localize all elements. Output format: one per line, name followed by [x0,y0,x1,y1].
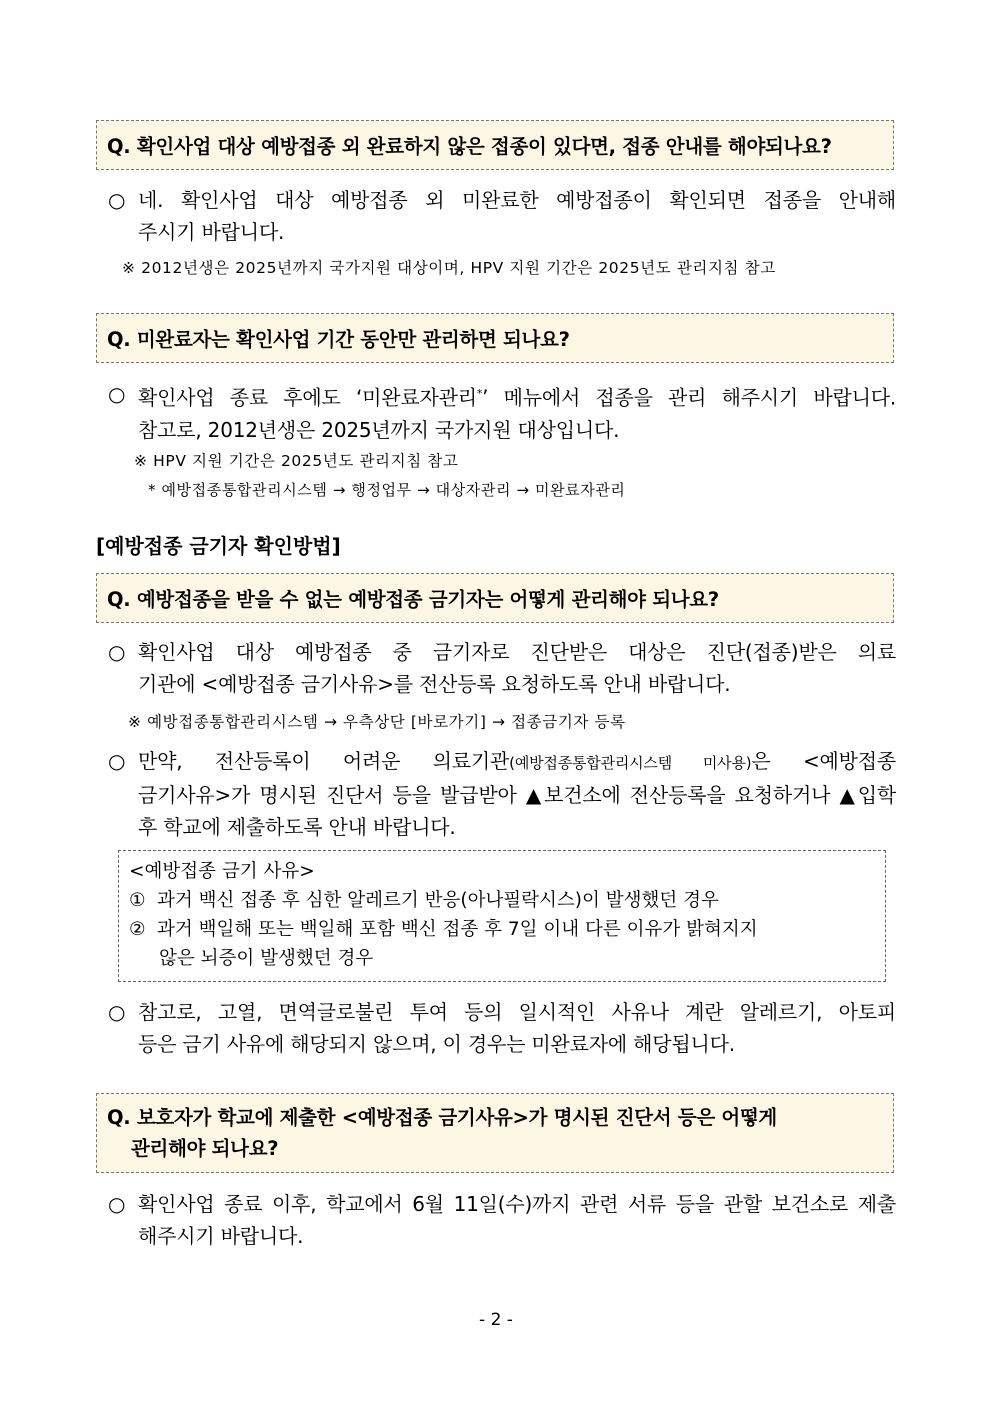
reason-text: 과거 백신 접종 후 심한 알레르기 반응(아나필락시스)이 발생했던 경우 [157,890,719,911]
answer-line: 해주시기 바랍니다. [138,1224,304,1248]
circled-number: ① [129,890,146,911]
reason-text: 과거 백일해 또는 백일해 포함 백신 접종 후 7일 이내 다른 이유가 밝혀지지 [157,919,758,940]
reference-note: ※ 2012년생은 2025년까지 국가지원 대상이며, HPV 지원 기간은 2025년도 관리지침 참고 [122,259,776,277]
answer-line: 금기사유>가 명시된 진단서 등을 발급받아 ▲보건소에 전산등록을 요청하거나 ▲입학 [138,783,896,807]
page-number: - 2 - [479,1310,513,1330]
reasons-title: <예방접종 금기 사유> [129,861,315,882]
bullet-circle: ○ [108,1192,126,1216]
answer-text: ’ 메뉴에서 접종을 관리 해주시기 바랍니다. [482,385,896,410]
reference-note: ※ 예방접종통합관리시스템 → 우측상단 [바로가기] → 접종금기자 등록 [128,713,626,731]
question-text: Q. 예방접종을 받을 수 없는 예방접종 금기자는 어떻게 관리해야 되나요? [107,588,719,611]
bullet-circle: ○ [108,1000,126,1024]
answer-line: 후 학교에 제출하도록 안내 바랍니다. [138,815,456,839]
question-box-3 [96,573,894,623]
circled-number: ② [129,919,146,940]
section-title: [예방접종 금기자 확인방법] [96,534,341,558]
answer-paragraph-3a [108,636,896,700]
answer-line: 참고로, 2012년생은 2025년까지 국가지원 대상입니다. [138,417,620,442]
footnote-mark: * [476,387,483,400]
answer-line: 확인사업 대상 예방접종 중 금기자로 진단받은 대상은 진단(접종)받은 의료 [138,640,896,664]
reason-item-1 [129,886,875,915]
answer-line: 참고로, 고열, 면역글로불린 투여 등의 일시적인 사유나 계란 알레르기, 아토피 [138,1000,896,1024]
bullet-circle: ○ [108,640,126,664]
answer-line: 네. 확인사업 대상 예방접종 외 미완료한 예방접종이 확인되면 접종을 안내해 [138,188,896,212]
question-text: 관리해야 되나요? [131,1137,279,1160]
answer-paragraph-4 [108,1188,896,1252]
question-text: Q. 보호자가 학교에 제출한 <예방접종 금기사유>가 명시된 진단서 등은 어떻게 [107,1106,777,1129]
answer-line: 확인사업 종료 이후, 학교에서 6월 11일(수)까지 관련 서류 등을 관할 보건소로 제출 [138,1192,896,1216]
answer-paragraph-2 [108,378,896,446]
question-text: Q. 확인사업 대상 예방접종 외 완료하지 않은 접종이 있다면, 접종 안내를 해야되나요? [107,135,832,158]
answer-paragraph-3c [108,996,896,1060]
contraindication-reasons-box [118,850,886,982]
answer-line: 등은 금기 사유에 해당되지 않으며, 이 경우는 미완료자에 해당됩니다. [138,1032,735,1056]
answer-line: 기관에 <예방접종 금기사유>를 전산등록 요청하도록 안내 바랍니다. [138,672,731,696]
answer-line [138,745,896,779]
answer-paragraph-1 [108,184,896,248]
question-box-2 [96,313,894,363]
bullet-circle: ○ [108,382,126,406]
reason-item-2 [129,915,875,944]
reference-note: ※ HPV 지원 기간은 2025년도 관리지침 참고 [134,452,459,470]
answer-line: 주시기 바랍니다. [138,220,285,244]
answer-text: 은 <예방접종 [751,749,896,773]
bullet-circle: ○ [108,749,126,773]
bullet-circle: ○ [108,188,126,212]
footnote: * 예방접종통합관리시스템 → 행정업무 → 대상자관리 → 미완료자관리 [148,481,626,499]
answer-line [138,378,896,414]
answer-paragraph-3b [108,745,896,843]
answer-note-inline: (예방접종통합관리시스템 미사용) [509,754,752,772]
answer-text: 확인사업 종료 후에도 ‘미완료자관리 [138,385,477,410]
answer-text: 만약, 전산등록이 어려운 의료기관 [138,749,510,773]
question-box-4 [96,1093,894,1173]
question-box-1 [96,120,894,170]
question-text: Q. 미완료자는 확인사업 기간 동안만 관리하면 되나요? [107,328,570,351]
reason-text-continued: 않은 뇌증이 발생했던 경우 [159,948,374,969]
